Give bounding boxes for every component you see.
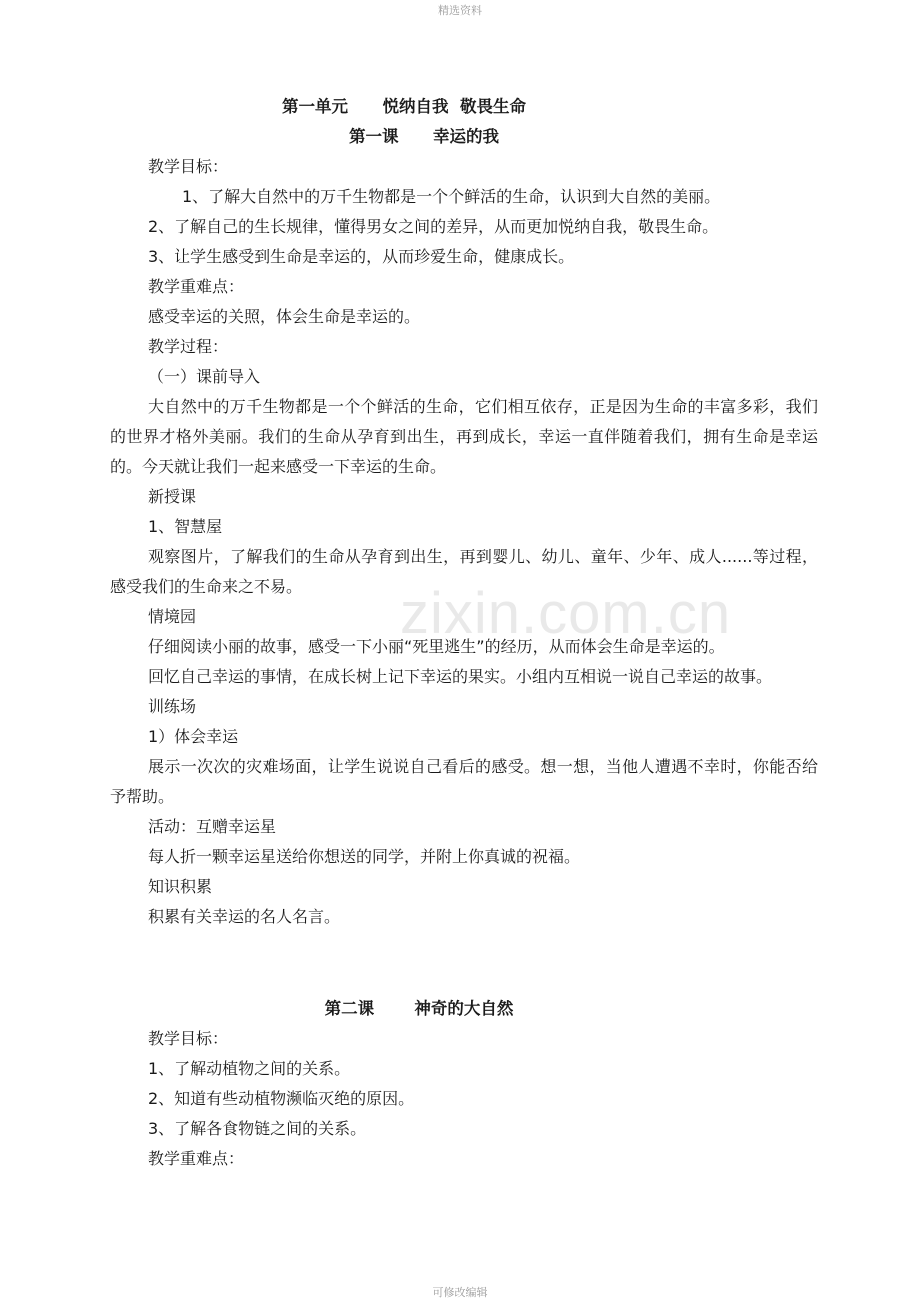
section-gap xyxy=(110,932,818,994)
lesson2-key-heading: 教学重难点： xyxy=(148,1149,245,1168)
scene-heading: 情境园 xyxy=(148,607,197,626)
train-item-1: 1）体会幸运 xyxy=(148,727,239,746)
lesson2-goal-2: 2、知道有些动植物濒临灭绝的原因。 xyxy=(148,1089,415,1108)
lesson1-key-text: 感受幸运的关照，体会生命是幸运的。 xyxy=(148,307,421,326)
knowledge-text: 积累有关幸运的名人名言。 xyxy=(148,907,341,926)
scene-paragraph: 仔细阅读小丽的故事，感受一下小丽“死里逃生”的经历，从而体会生命是幸运的。 xyxy=(148,637,725,656)
lesson1-goal-3: 3、让学生感受到生命是幸运的，从而珍爱生命，健康成长。 xyxy=(148,247,575,266)
knowledge-heading: 知识积累 xyxy=(148,877,213,896)
lesson2-goal-1: 1、了解动植物之间的关系。 xyxy=(148,1059,351,1078)
new-lesson-heading: 新授课 xyxy=(148,487,197,506)
lesson2-goals-heading: 教学目标： xyxy=(148,1029,229,1048)
lesson1-goal-2: 2、了解自己的生长规律，懂得男女之间的差异，从而更加悦纳自我，敬畏生命。 xyxy=(148,217,719,236)
lesson1-key-heading: 教学重难点： xyxy=(148,277,245,296)
recall-paragraph: 回忆自己幸运的事情，在成长树上记下幸运的果实。小组内互相说一说自己幸运的故事。 xyxy=(148,667,773,686)
page-header: 精选资料 xyxy=(438,4,482,17)
document-body xyxy=(110,92,818,1174)
lesson2-title: 第二课 神奇的大自然 xyxy=(324,999,514,1018)
lesson2-goal-3: 3、了解各食物链之间的关系。 xyxy=(148,1119,367,1138)
unit-title: 第一单元 悦纳自我 敬畏生命 xyxy=(282,97,526,116)
lesson1-title: 第一课 幸运的我 xyxy=(349,127,499,146)
wisdom-paragraph: 观察图片，了解我们的生命从孕育到出生，再到婴儿、幼儿、童年、少年、成人......等过程，感受我们的生命来之不易。 xyxy=(110,547,818,596)
intro-paragraph: 大自然中的万千生物都是一个个鲜活的生命，它们相互依存，正是因为生命的丰富多彩，我们的世界才格外美丽。我们的生命从孕育到出生，再到成长，幸运一直伴随着我们，拥有生命是幸运的。今天就让我们一起来感受一下幸运的生命。 xyxy=(110,397,818,476)
lesson1-goal-1: 1、了解大自然中的万千生物都是一个个鲜活的生命，认识到大自然的美丽。 xyxy=(182,187,721,206)
train-paragraph: 展示一次次的灾难场面，让学生说说自己看后的感受。想一想，当他人遭遇不幸时，你能否给予帮助。 xyxy=(110,757,818,806)
intro-heading: （一）课前导入 xyxy=(148,367,261,386)
watermark: zixin.com.cn xyxy=(400,581,732,646)
activity-heading: 活动：互赠幸运星 xyxy=(148,817,277,836)
lesson1-goals-heading: 教学目标： xyxy=(148,157,229,176)
lesson1-process-heading: 教学过程： xyxy=(148,337,229,356)
page-footer: 可修改编辑 xyxy=(432,1286,488,1299)
activity-text: 每人折一颗幸运星送给你想送的同学，并附上你真诚的祝福。 xyxy=(148,847,581,866)
train-heading: 训练场 xyxy=(148,697,197,716)
wisdom-heading: 1、智慧屋 xyxy=(148,517,223,536)
